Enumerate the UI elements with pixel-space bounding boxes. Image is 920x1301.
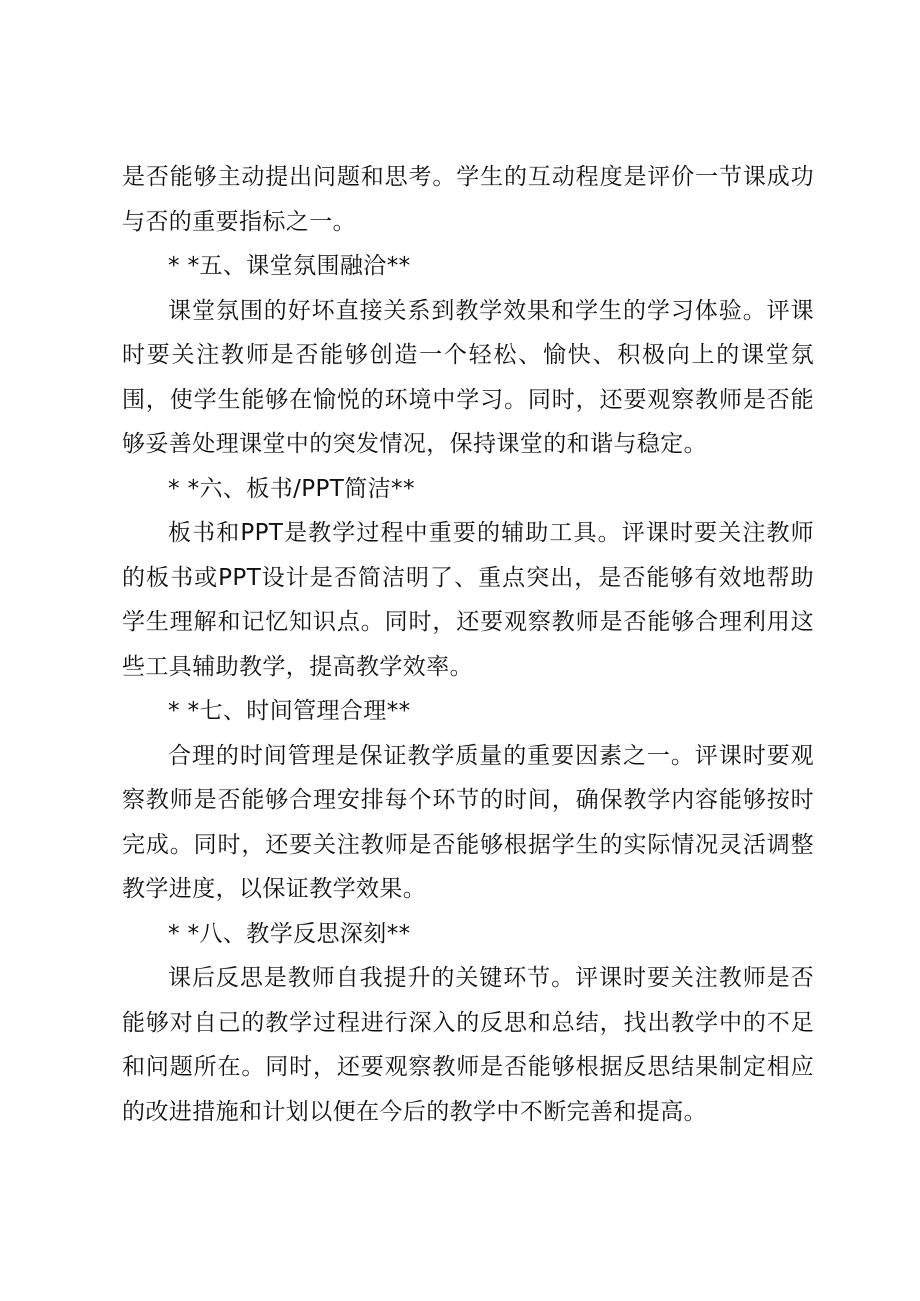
continued-paragraph: 是否能够主动提出问题和思考。学生的互动程度是评价一节课成功与否的重要指标之一。 <box>122 164 814 235</box>
section-heading-5: * *五、课堂氛围融洽** <box>168 253 411 279</box>
paragraph-classroom-atmosphere: 课堂氛围的好坏直接关系到教学效果和学生的学习体验。评课时要关注教师是否能够创造一个轻松、愉快、积极向上的课堂氛围，使学生能够在愉悦的环境中学习。同时，还要观察教师是否能够妥善处理课堂中的突发情况，保持课堂的和谐与稳定。 <box>122 297 814 457</box>
section-heading-6: * *六、板书/PPT简洁** <box>168 475 415 502</box>
paragraph-time-management: 合理的时间管理是保证教学质量的重要因素之一。评课时要观察教师是否能够合理安排每个环节的时间，确保教学内容能够按时完成。同时，还要关注教师是否能够根据学生的实际情况灵活调整教学进度，以保证教学效果。 <box>122 742 814 902</box>
section-heading-7: * *七、时间管理合理** <box>168 698 411 724</box>
paragraph-blackboard-ppt: 板书和PPT是教学过程中重要的辅助工具。评课时要关注教师的板书或PPT设计是否简洁明了、重点突出，是否能够有效地帮助学生理解和记忆知识点。同时，还要观察教师是否能够合理利用这些工具辅助教学，提高教学效率。 <box>122 520 814 680</box>
document-body <box>122 155 814 1134</box>
section-heading-8: * *八、教学反思深刻** <box>168 920 411 947</box>
paragraph-teaching-reflection: 课后反思是教师自我提升的关键环节。评课时要关注教师是否能够对自己的教学过程进行深入的反思和总结，找出教学中的不足和问题所在。同时，还要观察教师是否能够根据反思结果制定相应的改进措施和计划以便在今后的教学中不断完善和提高。 <box>122 965 814 1125</box>
